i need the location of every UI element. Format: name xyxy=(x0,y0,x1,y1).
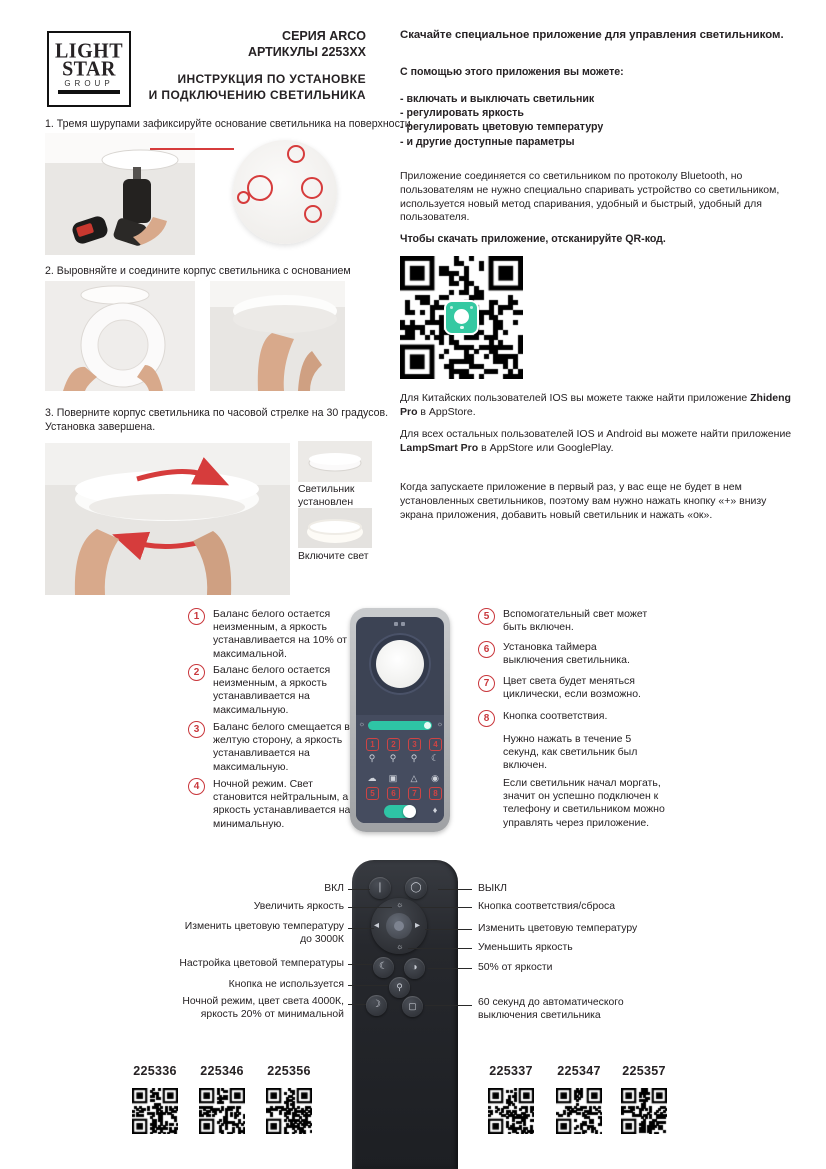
article-number: 225356 xyxy=(267,1064,311,1078)
fn-text-3: Баланс белого смещается в желтую сторону, а яркость устанавливается на максимальную. xyxy=(213,721,350,773)
fn-text-4: Ночной режим. Свет становится нейтральным, а яркость устанавливается на минимальную. xyxy=(213,778,351,830)
logo-bar xyxy=(58,90,120,94)
status-icon xyxy=(394,622,398,626)
fn-num-7: 7 xyxy=(478,675,495,692)
article-qr-225346 xyxy=(199,1088,245,1134)
unused-bulb-button: ⚲ xyxy=(389,977,410,998)
brightness-high-icon: ☼ xyxy=(436,721,444,728)
article-number: 225346 xyxy=(200,1064,244,1078)
app-icon xyxy=(444,300,479,335)
fn-text-6: Установка таймера выключения светильника. xyxy=(503,641,630,667)
half-brightness-button: ◑ xyxy=(404,958,425,979)
label-pairing-reset: Кнопка соответствия/сброса xyxy=(478,901,615,912)
label-on: ВКЛ xyxy=(324,883,344,894)
toggle-knob xyxy=(403,805,416,818)
color-cycle-icon: △ xyxy=(410,773,418,783)
other-text2: в AppStore или GooglePlay. xyxy=(478,441,614,454)
caption-light-on: Включите свет xyxy=(298,551,369,562)
article-number: 225357 xyxy=(622,1064,666,1078)
slider-knob xyxy=(424,722,431,729)
fn-note-1: Нужно нажать в течение 5 секунд, как светильник был включен. xyxy=(503,733,638,772)
fn-text-2: Баланс белого остается неизменным, а яркость устанавливается на максимальную. xyxy=(213,664,331,716)
fn-num-8: 8 xyxy=(478,710,495,727)
lightstar-logo xyxy=(47,31,131,107)
phone-badge-1: 1 xyxy=(366,738,379,751)
fn-note-2: Если светильник начал моргать, значит он успешно подключен к телефону и светильником можно управлять через приложение. xyxy=(503,777,665,829)
power-on-button: ❘ xyxy=(369,877,391,899)
night-mode-button: ☽ xyxy=(366,995,387,1016)
brightness-down-icon: ☼ xyxy=(396,942,404,951)
power-off-button: ◯ xyxy=(405,877,427,899)
cool-arrow-icon: ▸ xyxy=(415,920,421,931)
app-icon-lamp xyxy=(454,309,469,324)
screw-hole-marker xyxy=(237,191,250,204)
feature-item: - и другие доступные параметры xyxy=(400,135,575,148)
label-temp-3000: Изменить цветовую температуру до 3000К xyxy=(184,921,344,945)
phone-badge-5: 5 xyxy=(366,787,379,800)
step3-label-line1: 3. Поверните корпус светильника по часовой стрелке на 30 градусов. xyxy=(45,407,389,419)
app-subheading: С помощью этого приложения вы можете: xyxy=(400,66,624,78)
label-change-temp: Изменить цветовую температуру xyxy=(478,923,638,934)
screw-hole-marker xyxy=(287,145,305,163)
warm-arrow-icon: ◂ xyxy=(374,920,380,931)
screw-hole-marker xyxy=(247,175,273,201)
feature-item: - регулировать яркость xyxy=(400,107,524,120)
step1-base-diagram xyxy=(225,137,345,250)
step1-photo-drill xyxy=(45,133,195,255)
caption-installed: Светильник установлен xyxy=(298,484,355,508)
article-qr-225357 xyxy=(621,1088,667,1134)
installed-illustration xyxy=(298,441,372,482)
aux-light-icon: ☁ xyxy=(367,773,377,783)
article-number: 225347 xyxy=(557,1064,601,1078)
moon-icon: ☾ xyxy=(430,753,440,763)
label-temp-setting: Настройка цветовой температуры xyxy=(179,958,344,969)
step2-photo-align xyxy=(45,281,195,391)
header-block xyxy=(138,28,366,103)
smartphone xyxy=(350,608,450,832)
zhideng-app-name: Zhideng Pro xyxy=(400,392,791,418)
lamp-dial xyxy=(376,640,424,688)
label-night-mode: Ночной режим, цвет света 4000К, яркость 20% от минимальной xyxy=(182,996,344,1020)
qr-instruction: Чтобы скачать приложение, отсканируйте QR-код. xyxy=(400,233,666,245)
pairing-reset-button xyxy=(386,913,412,939)
mic-icon: ♦ xyxy=(432,805,438,815)
step3-photo-rotate xyxy=(45,443,290,595)
app-qr-code xyxy=(400,256,523,379)
app-heading: Скачайте специальное приложение для управления светильником. xyxy=(400,29,784,41)
label-brightness-down: Уменьшить яркость xyxy=(478,942,573,953)
step1-label: 1. Тремя шурупами зафиксируйте основание светильника на поверхности xyxy=(45,118,411,130)
timer-icon: ▣ xyxy=(388,773,398,783)
light-on-illustration xyxy=(298,508,372,548)
fn-num-1: 1 xyxy=(188,608,205,625)
status-icon xyxy=(401,622,405,626)
logo-light: LIGHT xyxy=(54,39,124,63)
brightness-up-icon: ☼ xyxy=(396,900,404,909)
attach-illustration xyxy=(210,281,345,391)
fn-text-8: Кнопка соответствия. xyxy=(503,710,608,722)
screw-hole-marker xyxy=(304,205,322,223)
brightness-slider xyxy=(368,721,432,730)
china-paragraph xyxy=(400,392,802,420)
phone-badge-8: 8 xyxy=(429,787,442,800)
series-title: СЕРИЯ ARCO xyxy=(282,29,366,43)
phone-screen xyxy=(356,617,444,823)
align-illustration xyxy=(45,281,195,391)
fn-text-1: Баланс белого остается неизменным, а яркость устанавливается на 10% от максимальной. xyxy=(213,608,348,660)
pairing-paragraph: Приложение соединяется со светильником по протоколу Bluetooth, но пользователям не нужно специально спаривать устройство со светильником, используется новый метод спаривания, удобный и быстрый, удобный для пользователя. xyxy=(400,170,780,224)
feature-item: - включать и выключать светильник xyxy=(400,93,595,105)
china-text: Для Китайских пользователей IOS вы можете также найти приложение xyxy=(400,392,751,404)
phone-badge-4: 4 xyxy=(429,738,442,751)
step2-label: 2. Выровняйте и соедините корпус светильника с основанием xyxy=(45,265,351,277)
label-half-brightness: 50% от яркости xyxy=(478,962,553,973)
label-auto-off: 60 секунд до автоматического выключения светильника xyxy=(478,997,624,1021)
doc-title-line1: ИНСТРУКЦИЯ ПО УСТАНОВКЕ xyxy=(177,72,366,86)
phone-badge-3: 3 xyxy=(408,738,421,751)
fn-num-5: 5 xyxy=(478,608,495,625)
fn-num-4: 4 xyxy=(188,778,205,795)
feature-list xyxy=(400,92,800,149)
lampsmart-app-name: LampSmart Pro xyxy=(400,441,479,454)
color-temp-button: ☾ xyxy=(373,957,394,978)
label-off: ВЫКЛ xyxy=(478,883,508,894)
fn-num-2: 2 xyxy=(188,664,205,681)
article-qr-225347 xyxy=(556,1088,602,1134)
logo-group: GROUP xyxy=(64,79,114,88)
label-brightness-up: Увеличить яркость xyxy=(253,901,344,912)
auto-off-button: ▢ xyxy=(402,996,423,1017)
pairing-button-cap xyxy=(394,921,404,931)
bulb-icon: ⚲ xyxy=(389,753,397,763)
fn-num-3: 3 xyxy=(188,721,205,738)
fn-num-6: 6 xyxy=(478,641,495,658)
thumb-installed xyxy=(298,441,372,482)
article-qr-225337 xyxy=(488,1088,534,1134)
brightness-low-icon: ☼ xyxy=(358,721,366,728)
drill-illustration xyxy=(45,133,195,255)
pairing-icon: ◉ xyxy=(431,773,439,783)
callout-line xyxy=(150,148,234,150)
thumb-light-on xyxy=(298,508,372,548)
rotate-illustration xyxy=(45,443,290,595)
other-paragraph xyxy=(400,428,802,456)
other-text: Для всех остальных пользователей IOS и Android вы можете найти приложение xyxy=(400,428,792,440)
article-number: 225337 xyxy=(489,1064,533,1078)
china-text2: в AppStore. xyxy=(417,405,476,418)
screw-hole-marker xyxy=(301,177,323,199)
article-number: 225336 xyxy=(133,1064,177,1078)
phone-badge-6: 6 xyxy=(387,787,400,800)
logo-star: STAR xyxy=(62,57,116,81)
step3-label-line2: Установка завершена. xyxy=(45,421,156,433)
fn-text-5: Вспомогательный свет может быть включен. xyxy=(503,608,648,634)
bulb-icon: ⚲ xyxy=(368,753,376,763)
power-toggle xyxy=(384,805,416,818)
phone-badge-7: 7 xyxy=(408,787,421,800)
article-qr-225356 xyxy=(266,1088,312,1134)
fn-text-7: Цвет света будет меняться циклически, если возможно. xyxy=(503,675,641,701)
label-unused: Кнопка не используется xyxy=(228,979,344,990)
article-qr-225336 xyxy=(132,1088,178,1134)
feature-item: - регулировать цветовую температуру xyxy=(400,121,604,134)
first-run-paragraph: Когда запускаете приложение в первый раз, у вас еще не будет в нем установленных светильников, поэтому вам нужно нажать кнопку «+» внизу экрана приложения, добавить новый светильник и нажать «ок». xyxy=(400,481,767,521)
doc-title-line2: И ПОДКЛЮЧЕНИЮ СВЕТИЛЬНИКА xyxy=(148,87,366,102)
bulb-icon: ⚲ xyxy=(410,753,418,763)
phone-badge-2: 2 xyxy=(387,738,400,751)
step2-photo-attach xyxy=(210,281,345,391)
articles-title: АРТИКУЛЫ 2253XX xyxy=(247,45,366,59)
